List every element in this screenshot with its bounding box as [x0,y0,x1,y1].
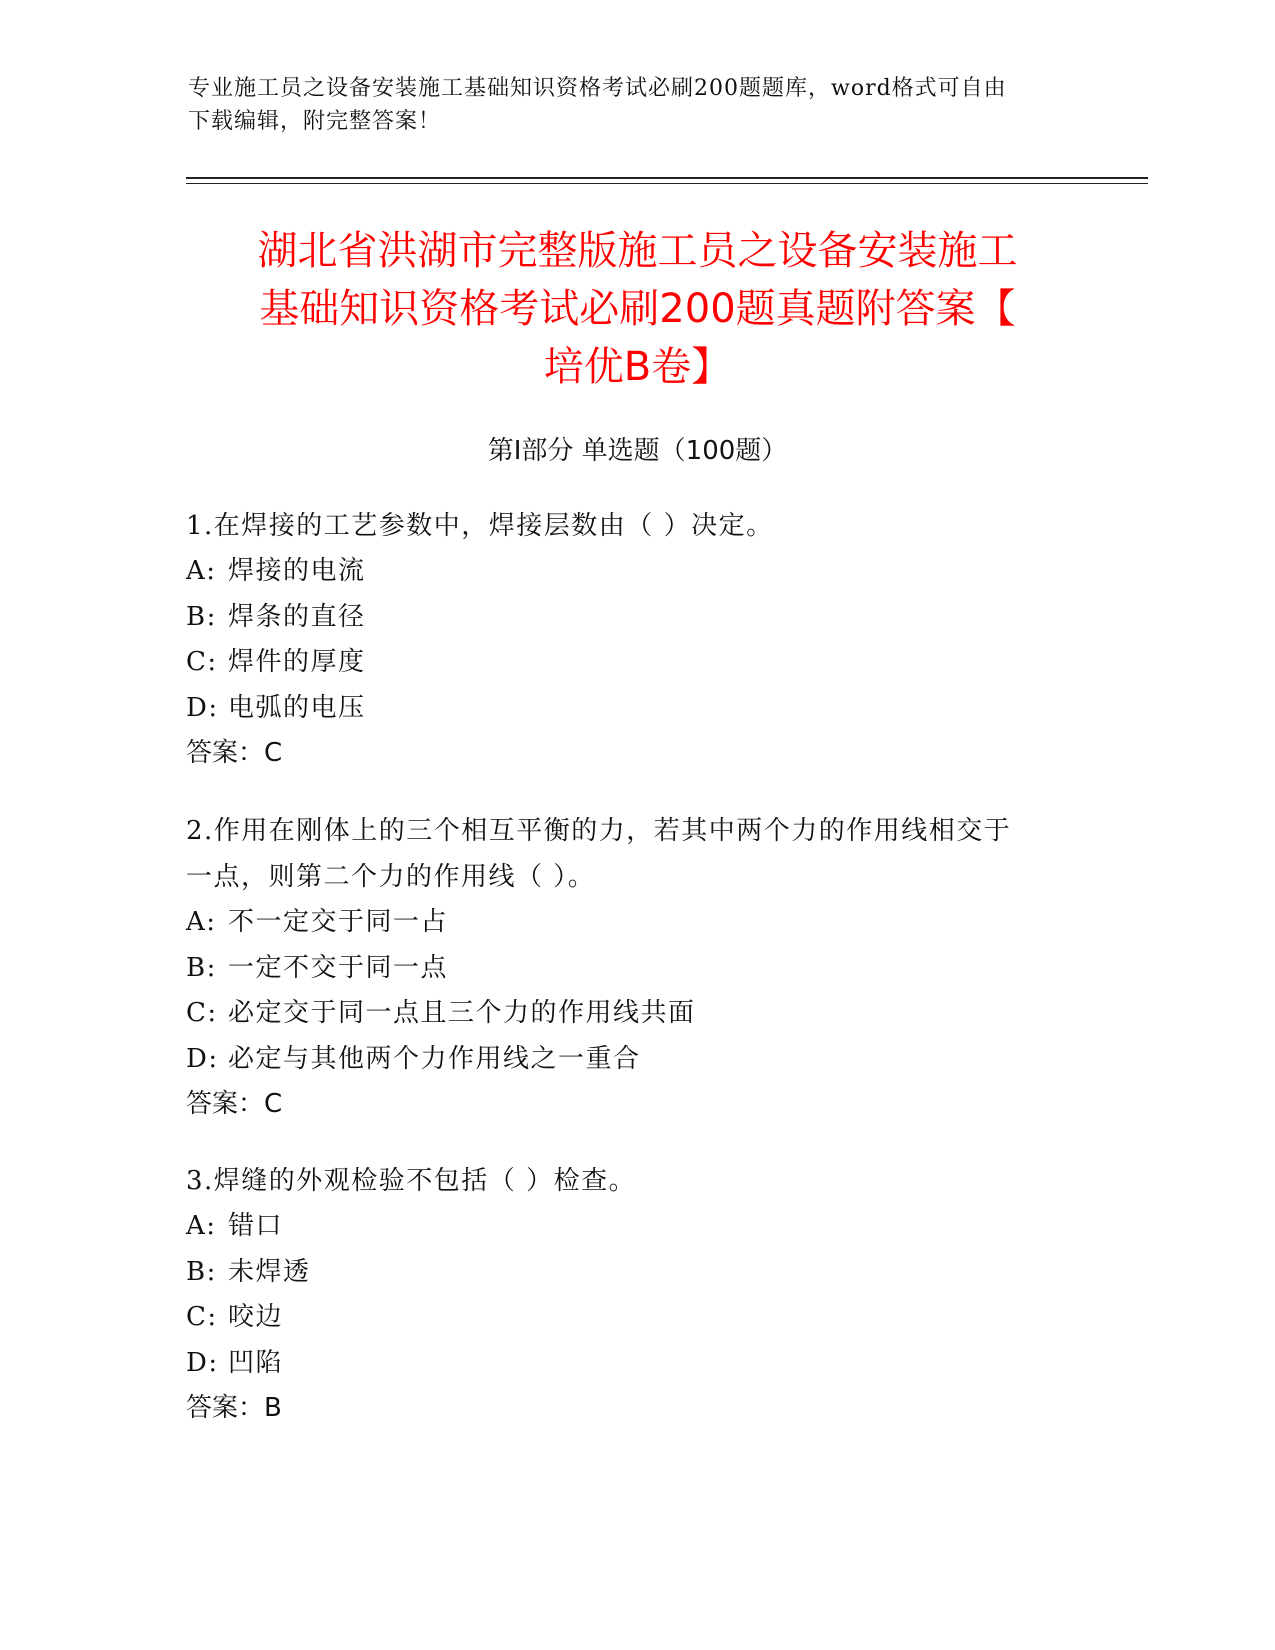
option-b [186,946,1086,992]
option-text: 必定与其他两个力作用线之一重合 [228,1043,641,1074]
option-b [186,595,1086,641]
question-stem: 1.在焊接的工艺参数中，焊接层数由（ ）决定。 [186,511,774,541]
option-key: C: [186,647,218,677]
question-1 [186,503,1086,776]
option-a [186,900,1086,946]
option-text: 不一定交于同一占 [228,907,449,937]
option-key: B: [186,1256,217,1287]
option-a [186,549,1086,595]
header-note-line: 专业施工员之设备安装施工基础知识资格考试必刷200题题库，word格式可自由 [188,76,1007,101]
option-key: D: [186,1347,219,1378]
option-text: 咬边 [228,1302,284,1332]
header-note [188,72,1088,138]
option-a [186,1204,1086,1250]
option-c [186,640,1086,686]
option-key: A: [186,556,217,586]
question-2 [186,808,1086,1127]
option-text: 必定交于同一点且三个力的作用线共面 [228,998,696,1028]
answer: 答案：C [186,738,283,768]
header-note-line: 下载编辑，附完整答案！ [188,109,442,134]
option-text: 焊件的厚度 [228,647,366,677]
option-text: 电弧的电压 [228,692,366,723]
option-text: 焊接的电流 [228,556,366,586]
option-c [186,1295,1086,1341]
option-text: 凹陷 [228,1347,284,1378]
question-stem: 3.焊缝的外观检验不包括（ ）检查。 [186,1166,637,1196]
section-heading: 第Ⅰ部分 单选题（100题） [487,436,788,466]
question-stem: 一点，则第二个力的作用线（ ）。 [186,862,596,892]
option-text: 焊条的直径 [228,601,366,632]
header-divider [186,177,1148,179]
option-d [186,1037,1086,1083]
option-c [186,991,1086,1037]
header-divider-thin [186,183,1148,184]
option-key: B: [186,952,217,983]
option-key: D: [186,1043,219,1074]
document-title [160,222,1115,396]
title-line: 湖北省洪湖市完整版施工员之设备安装施工 [257,228,1018,274]
option-d [186,686,1086,732]
question-stem: 2.作用在刚体上的三个相互平衡的力，若其中两个力的作用线相交于 [186,816,1012,846]
option-d [186,1341,1086,1387]
option-key: D: [186,692,219,723]
option-text: 错口 [228,1211,284,1241]
option-key: C: [186,998,218,1028]
option-key: B: [186,601,217,632]
option-b [186,1250,1086,1296]
option-text: 未焊透 [228,1256,311,1287]
title-line: 基础知识资格考试必刷200题真题附答案【 [259,286,1016,332]
title-line: 培优B卷】 [543,344,732,390]
option-text: 一定不交于同一点 [228,952,449,983]
answer: 答案：C [186,1089,283,1119]
answer: 答案：B [186,1393,282,1423]
question-3 [186,1158,1086,1431]
option-key: A: [186,907,217,937]
option-key: A: [186,1211,217,1241]
option-key: C: [186,1302,218,1332]
